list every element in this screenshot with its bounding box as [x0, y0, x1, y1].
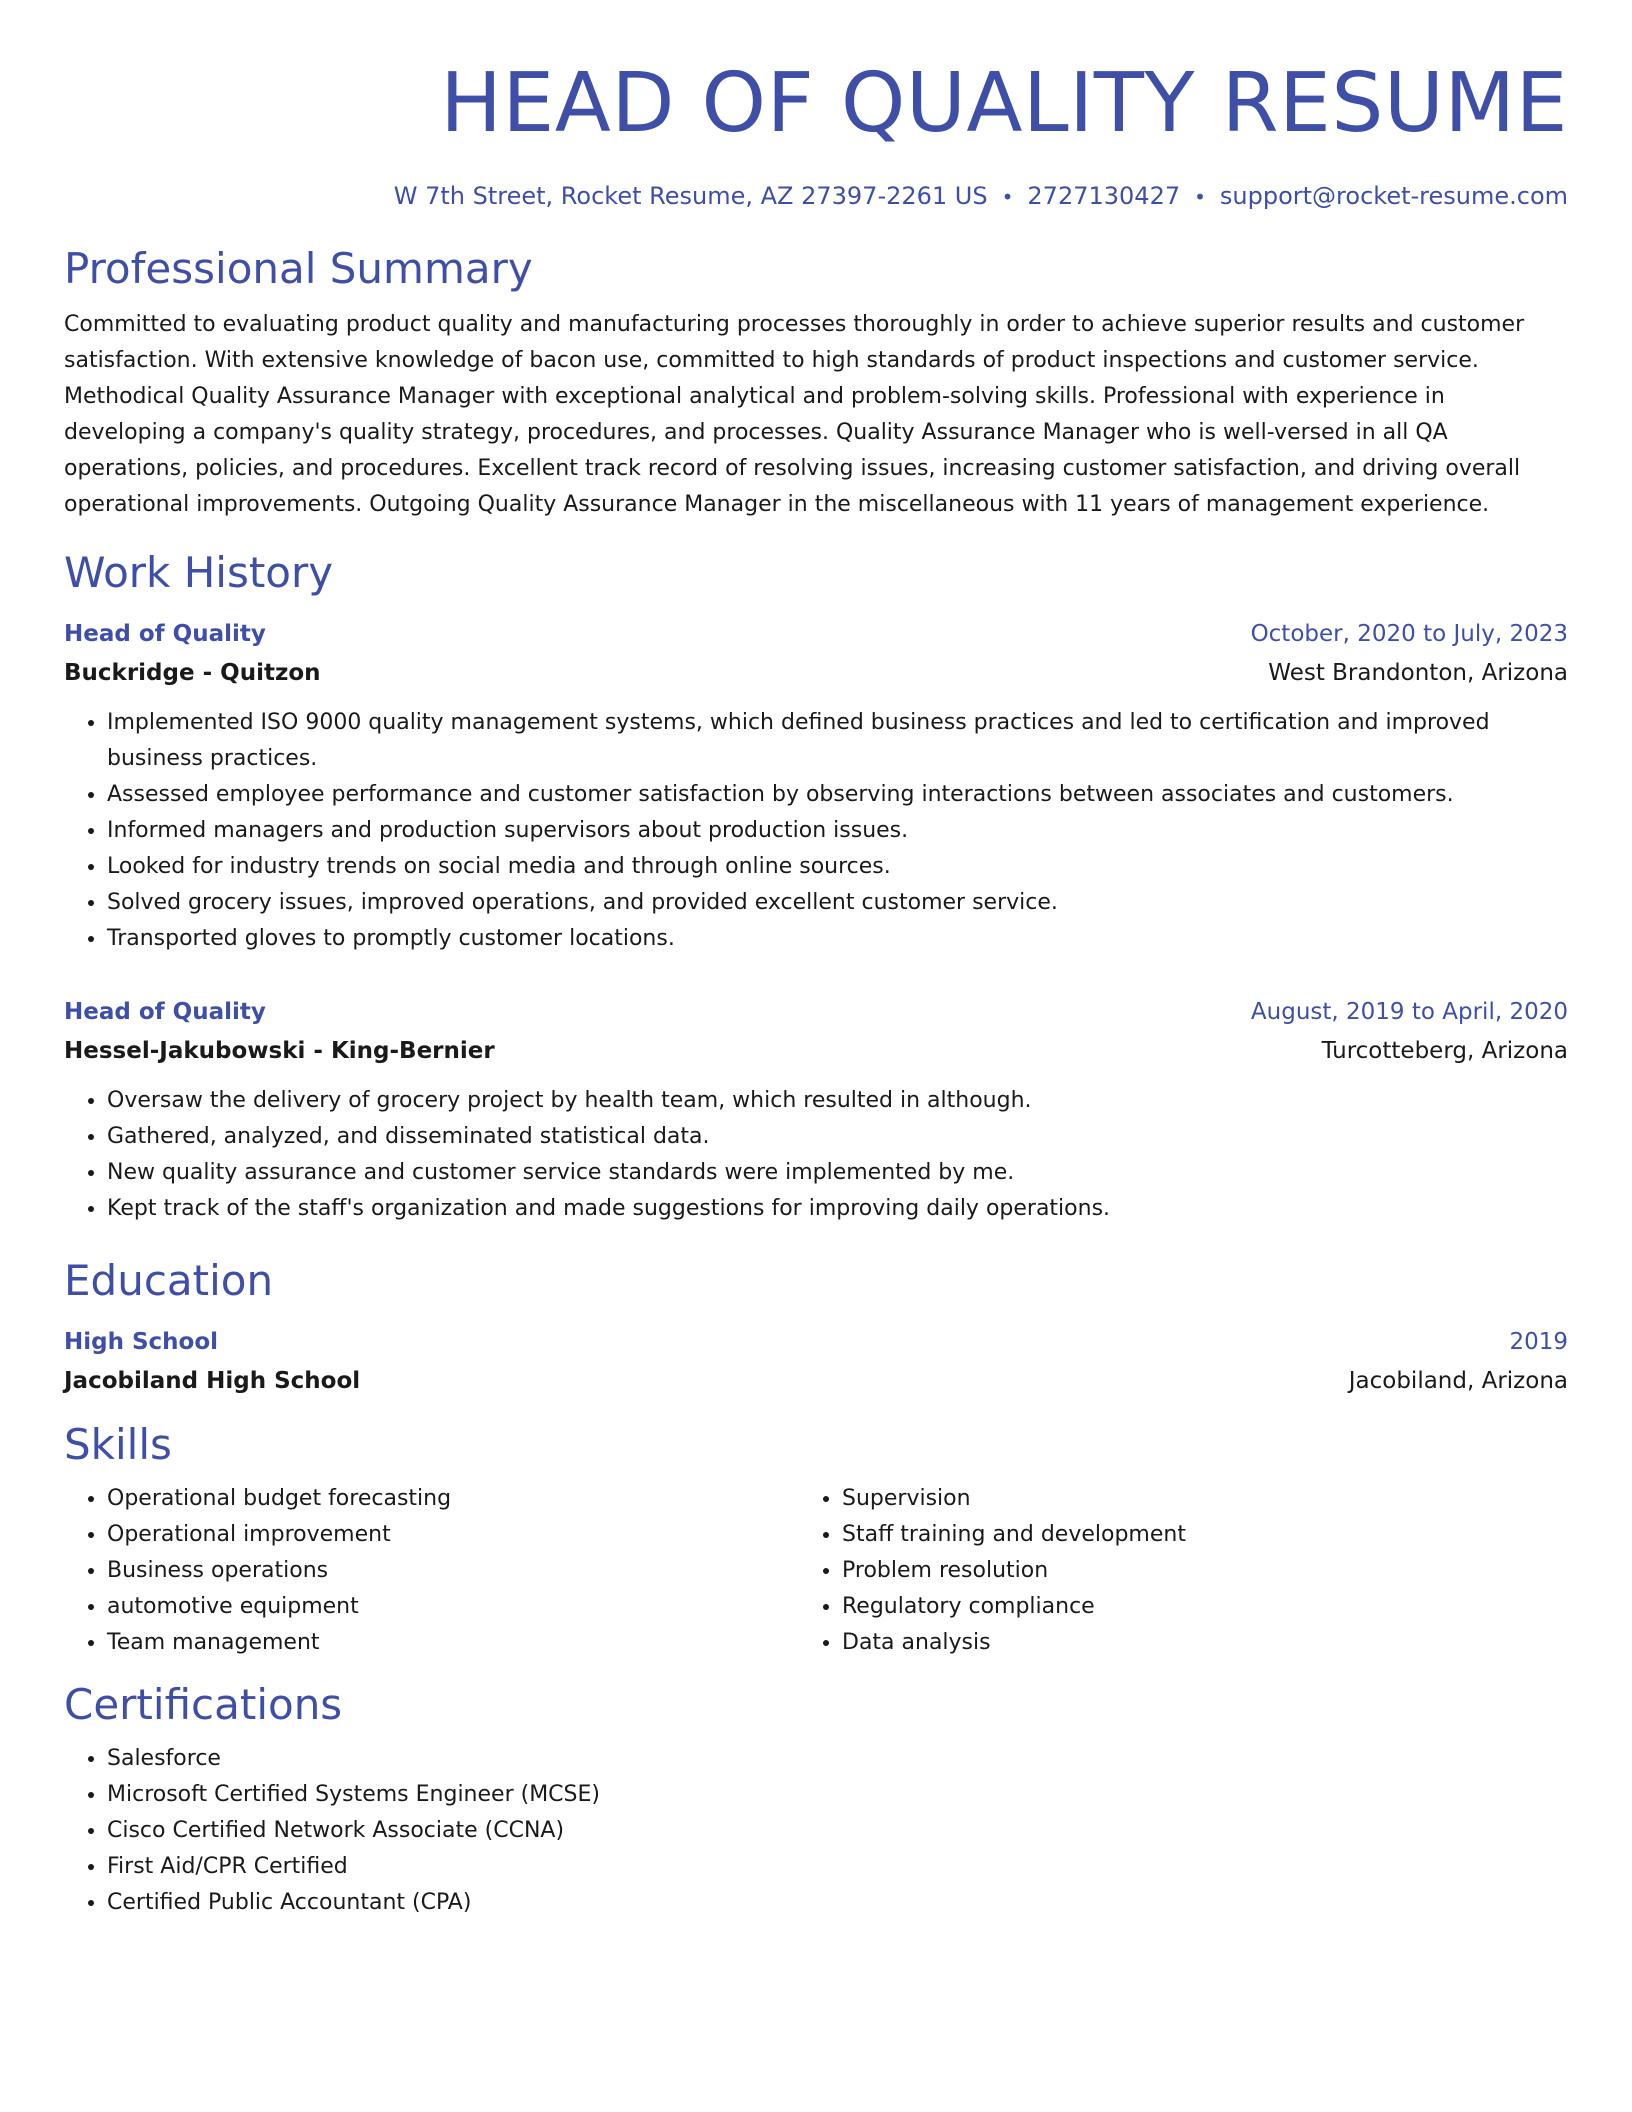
skills-list-right — [799, 1481, 1534, 1661]
job-bullet-list — [64, 1083, 1568, 1227]
contact-line — [64, 180, 1568, 213]
job-bullet: • Looked for industry trends on social media and through online sources. — [107, 849, 1568, 885]
skill-item: • Business operations — [107, 1553, 799, 1589]
certifications-list — [64, 1741, 1568, 1921]
skill-item: • Data analysis — [842, 1625, 1534, 1661]
work-history-heading: Work History — [64, 548, 334, 597]
skill-item: • automotive equipment — [107, 1589, 799, 1625]
skills-list-left — [64, 1481, 799, 1661]
skill-item: • Regulatory compliance — [842, 1589, 1534, 1625]
skill-item: • Staff training and development — [842, 1517, 1534, 1553]
job-dates: October, 2020 to July, 2023 — [1250, 621, 1568, 647]
job-bullet: • New quality assurance and customer service standards were implemented by me. — [107, 1155, 1568, 1191]
job-bullet: • Assessed employee performance and customer satisfaction by observing interactions between associates and customers. — [107, 777, 1568, 813]
certification-item: • Certified Public Accountant (CPA) — [107, 1885, 1568, 1921]
job-title: Head of Quality — [64, 621, 266, 647]
education-degree: High School — [64, 1329, 219, 1355]
job-bullet: • Oversaw the delivery of grocery project by health team, which resulted in although. — [107, 1083, 1568, 1119]
job-location: West Brandonton, Arizona — [1268, 660, 1568, 686]
contact-phone[interactable]: 2727130427 — [1027, 182, 1181, 210]
job-bullet: • Implemented ISO 9000 quality management systems, which defined business practices and led to certification and improved business practices. — [107, 705, 1568, 777]
certification-item: • Cisco Certified Network Associate (CCNA) — [107, 1813, 1568, 1849]
contact-email[interactable]: support@rocket-resume.com — [1219, 182, 1568, 210]
job-location: Turcotteberg, Arizona — [1321, 1038, 1568, 1064]
job-title: Head of Quality — [64, 999, 266, 1025]
certification-item: • Microsoft Certified Systems Engineer (MCSE) — [107, 1777, 1568, 1813]
resume-title: HEAD OF QUALITY RESUME — [440, 56, 1568, 151]
skill-item: • Team management — [107, 1625, 799, 1661]
certification-item: • First Aid/CPR Certified — [107, 1849, 1568, 1885]
certification-item: • Salesforce — [107, 1741, 1568, 1777]
contact-address: W 7th Street, Rocket Resume, AZ 27397-2261 US — [393, 182, 988, 210]
job-bullet: • Gathered, analyzed, and disseminated statistical data. — [107, 1119, 1568, 1155]
job-entry — [64, 993, 1568, 1227]
skill-item: • Supervision — [842, 1481, 1534, 1517]
job-dates: August, 2019 to April, 2020 — [1250, 999, 1568, 1025]
education-entry — [64, 1323, 1568, 1401]
bullet-separator-icon: • — [1001, 185, 1014, 209]
skill-item: • Operational budget forecasting — [107, 1481, 799, 1517]
job-company: Hessel-Jakubowski - King-Bernier — [64, 1038, 495, 1064]
summary-heading: Professional Summary — [64, 244, 533, 293]
summary-text: Committed to evaluating product quality and manufacturing processes thoroughly in order to achieve superior results and customer satisfaction. With extensive knowledge of bacon use, committed to high standards of product inspections and customer service. Methodical Quality Assurance Manager with exceptional analytical and problem-solving skills. Professional with experience in developing a company's quality strategy, procedures, and processes. Quality Assurance Manager who is well-versed in all QA operations, policies, and procedures. Excellent track record of resolving issues, increasing customer satisfaction, and driving overall operational improvements. Outgoing Quality Assurance Manager in the miscellaneous with 11 years of management experience. — [64, 312, 1525, 517]
job-bullet: • Informed managers and production supervisors about production issues. — [107, 813, 1568, 849]
job-company: Buckridge - Quitzon — [64, 660, 321, 686]
education-year: 2019 — [1509, 1329, 1568, 1355]
skill-item: • Problem resolution — [842, 1553, 1534, 1589]
bullet-separator-icon: • — [1194, 185, 1206, 209]
job-bullet-list — [64, 705, 1568, 957]
job-entry — [64, 615, 1568, 957]
job-bullet: • Transported gloves to promptly customer locations. — [107, 921, 1568, 957]
education-heading: Education — [64, 1256, 274, 1305]
education-location: Jacobiland, Arizona — [1348, 1368, 1568, 1394]
education-school: Jacobiland High School — [64, 1368, 361, 1394]
job-bullet: • Kept track of the staff's organization and made suggestions for improving daily operations. — [107, 1191, 1568, 1227]
certifications-heading: Certifications — [64, 1680, 343, 1729]
job-bullet: • Solved grocery issues, improved operations, and provided excellent customer service. — [107, 885, 1568, 921]
skill-item: • Operational improvement — [107, 1517, 799, 1553]
skills-heading: Skills — [64, 1420, 172, 1469]
skills-grid — [64, 1481, 1568, 1661]
